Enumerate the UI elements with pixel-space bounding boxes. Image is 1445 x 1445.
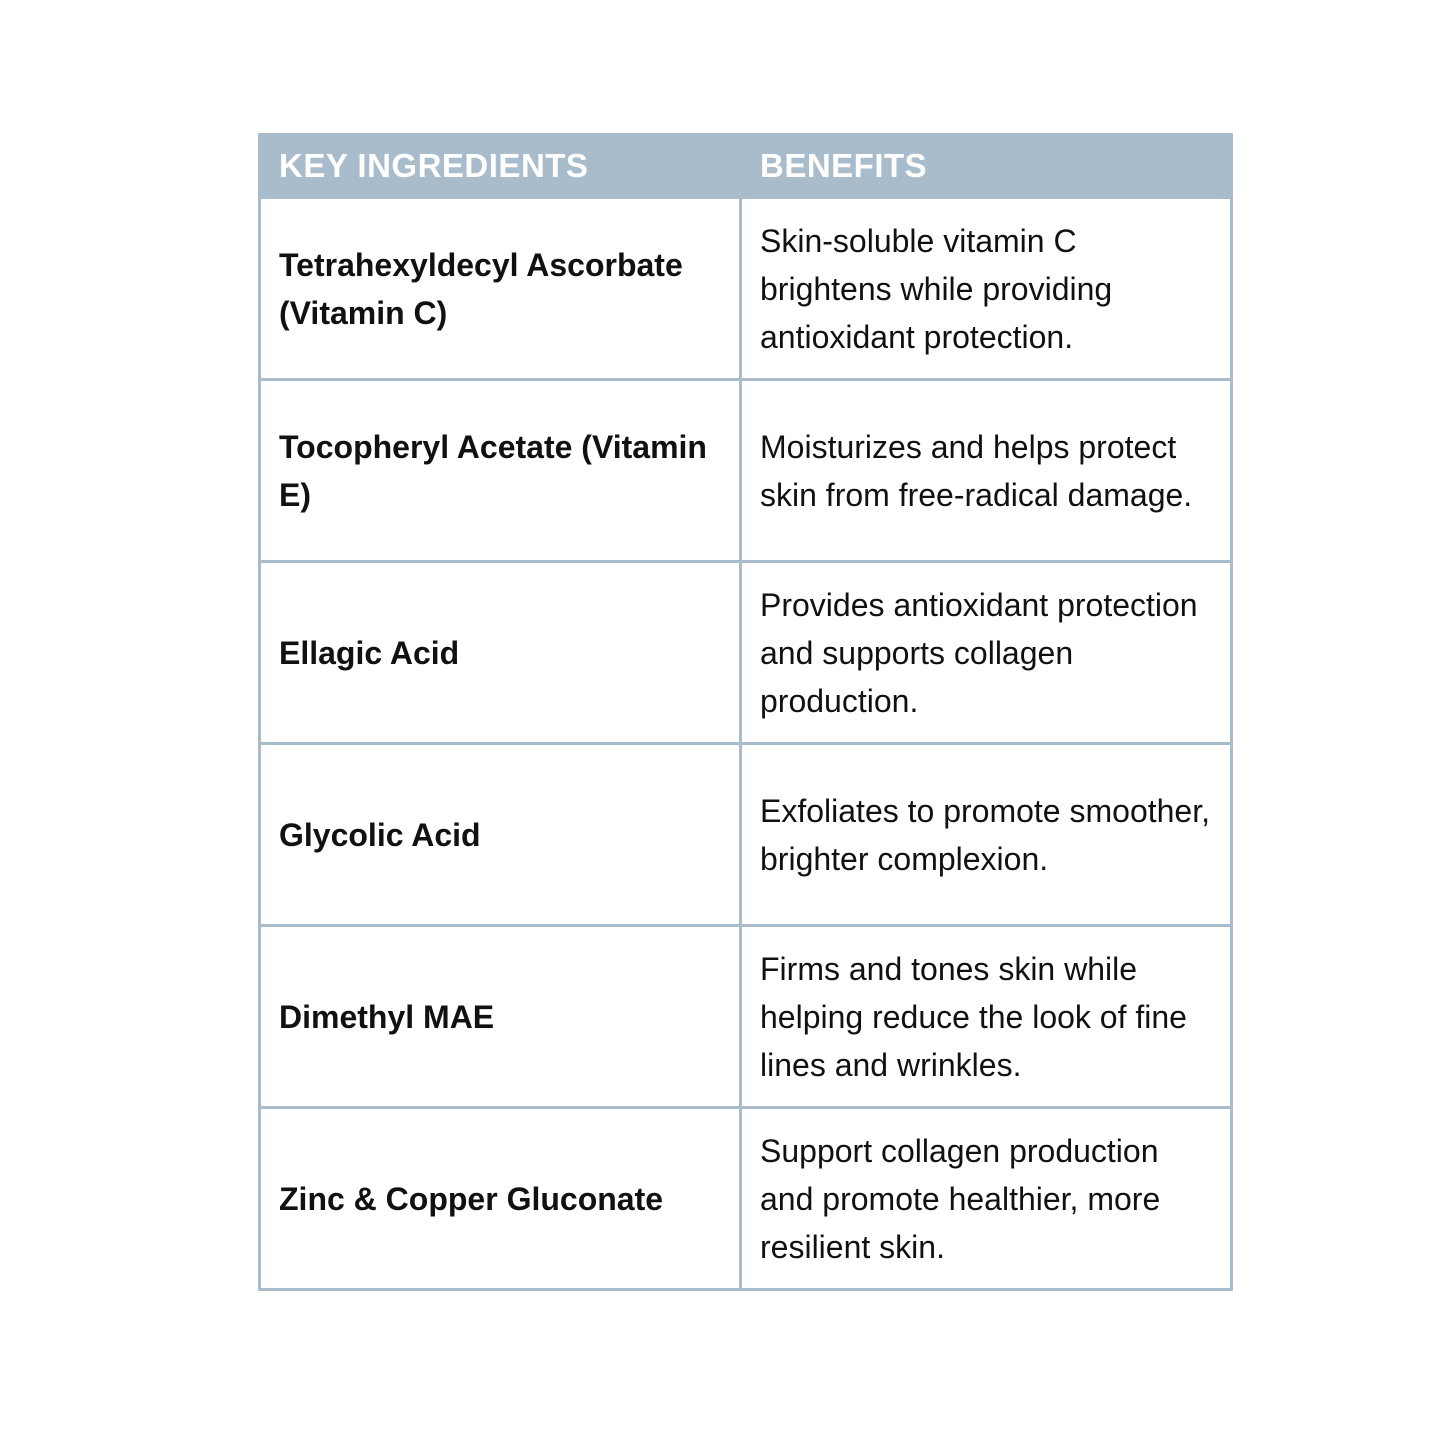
header-key-ingredients: KEY INGREDIENTS [260,135,741,198]
table-row [260,744,1232,926]
ingredient-cell: Tocopheryl Acetate (Vitamin E) [260,380,741,562]
table-row [260,198,1232,380]
table-row [260,926,1232,1108]
ingredients-benefits-table [258,133,1233,1291]
ingredient-cell: Dimethyl MAE [260,926,741,1108]
benefit-cell: Skin-soluble vitamin C brightens while providing antioxidant protection. [741,198,1232,380]
ingredient-cell: Zinc & Copper Gluconate [260,1108,741,1290]
table-header [260,135,1232,198]
benefit-cell: Provides antioxidant protection and supports collagen production. [741,562,1232,744]
table-row [260,1108,1232,1290]
ingredient-cell: Ellagic Acid [260,562,741,744]
table-header-row [260,135,1232,198]
table-body [260,198,1232,1290]
benefit-cell: Moisturizes and helps protect skin from free-radical damage. [741,380,1232,562]
table-row [260,380,1232,562]
ingredient-cell: Glycolic Acid [260,744,741,926]
ingredient-cell: Tetrahexyldecyl Ascorbate (Vitamin C) [260,198,741,380]
benefit-cell: Support collagen production and promote healthier, more resilient skin. [741,1108,1232,1290]
table-row [260,562,1232,744]
header-benefits: BENEFITS [741,135,1232,198]
benefit-cell: Exfoliates to promote smoother, brighter complexion. [741,744,1232,926]
benefit-cell: Firms and tones skin while helping reduce the look of fine lines and wrinkles. [741,926,1232,1108]
